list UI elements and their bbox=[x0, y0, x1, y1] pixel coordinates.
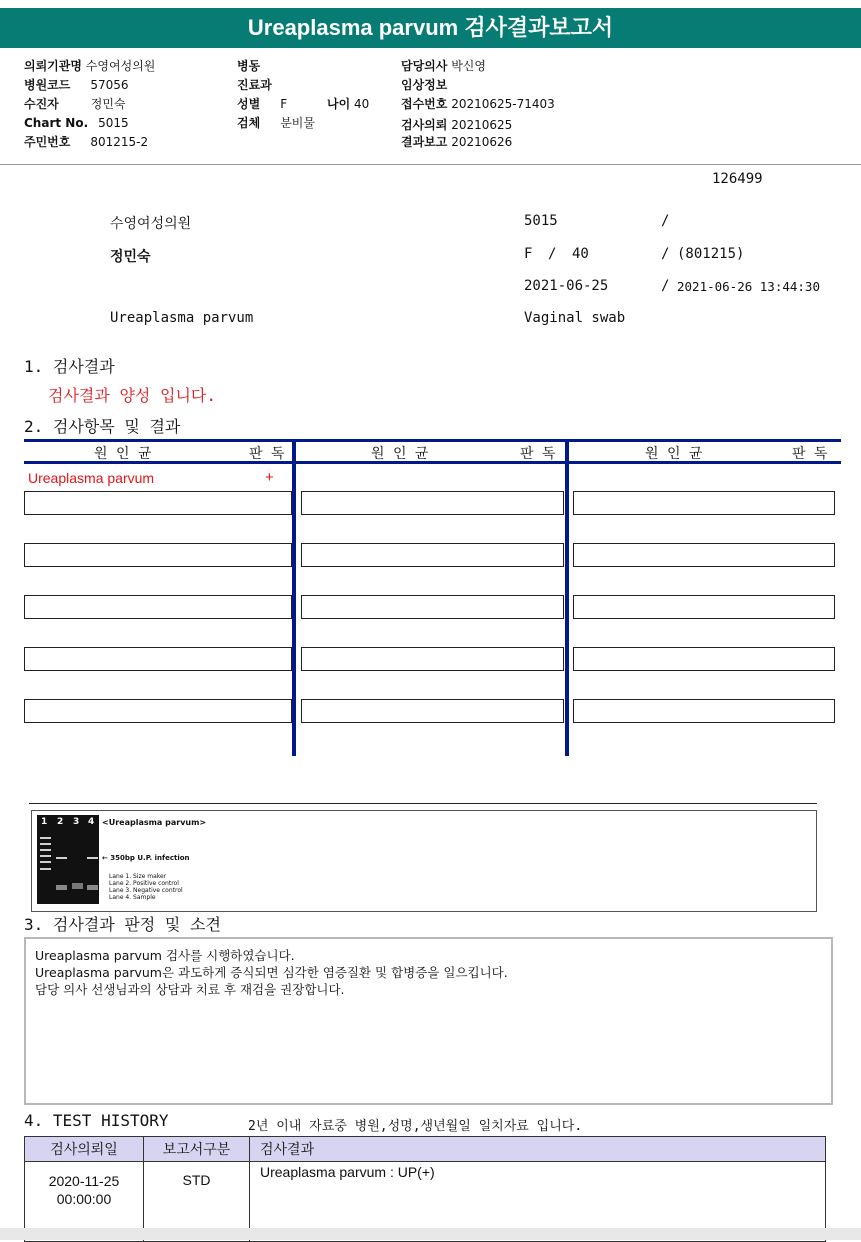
section1-title: 1. 검사결과 bbox=[24, 357, 115, 376]
gel-marker-band bbox=[40, 855, 51, 857]
header-chart-row: Chart No. 5015 bbox=[24, 116, 129, 130]
gel-primer-band bbox=[87, 885, 98, 890]
header-hospital-code-row: 병원코드 57056 bbox=[24, 78, 129, 92]
result-box bbox=[573, 491, 835, 515]
info-clinic: 수영여성의원 bbox=[110, 216, 192, 232]
result-box bbox=[24, 595, 292, 619]
col3-pathogen-header: 원 인 균 bbox=[645, 446, 703, 462]
page-bottom-band bbox=[0, 1228, 861, 1240]
section4-title: 4. TEST HISTORY bbox=[24, 1111, 169, 1130]
info-report-datetime: 2021-06-26 13:44:30 bbox=[677, 279, 820, 294]
gel-legend-2: Lane 2. Positive control bbox=[109, 880, 179, 887]
info-slash-3: / bbox=[661, 278, 670, 294]
header-clinical-info-row: 임상정보 bbox=[401, 78, 448, 92]
header-sex-row: 성별 F bbox=[237, 97, 288, 111]
gel-legend-1: Lane 1. Size maker bbox=[109, 873, 167, 880]
result-box bbox=[573, 595, 835, 619]
history-type: STD bbox=[144, 1162, 250, 1242]
header-receipt-row: 접수번호 20210625-71403 bbox=[401, 97, 555, 111]
gel-primer-band bbox=[72, 883, 83, 889]
col2-judgement-header: 판 독 bbox=[520, 446, 556, 462]
info-test-name: Ureaplasma parvum bbox=[110, 310, 254, 326]
info-specimen: Vaginal swab bbox=[524, 310, 626, 326]
gel-marker-band bbox=[40, 861, 51, 863]
info-slash-1: / bbox=[661, 213, 670, 229]
info-slash-2: / bbox=[661, 246, 670, 262]
result-box bbox=[24, 543, 292, 567]
gel-marker-band bbox=[40, 843, 51, 845]
result-item-name: Ureaplasma parvum bbox=[28, 470, 155, 486]
history-time: 00:00:00 bbox=[56, 1191, 112, 1207]
history-date: 2020-11-25 bbox=[48, 1173, 120, 1189]
gel-image bbox=[37, 815, 99, 904]
result-box bbox=[573, 543, 835, 567]
header-department-row: 진료과 bbox=[237, 78, 272, 92]
info-dob: (801215) bbox=[677, 246, 745, 262]
history-col-date: 검사의뢰일 bbox=[25, 1137, 144, 1162]
section2-title: 2. 검사항목 및 결과 bbox=[24, 417, 181, 436]
header-separator bbox=[0, 164, 861, 165]
section1-result: 검사결과 양성 입니다. bbox=[48, 386, 217, 405]
section3-title: 3. 검사결과 판정 및 소견 bbox=[24, 915, 221, 934]
results-grid-top-rule bbox=[24, 439, 841, 442]
result-box bbox=[301, 543, 564, 567]
header-ward-row: 병동 bbox=[237, 59, 261, 73]
gel-sample-band bbox=[87, 857, 98, 859]
result-box bbox=[24, 491, 292, 515]
gel-legend-4: Lane 4. Sample bbox=[109, 894, 156, 901]
report-title: Ureaplasma parvum 검사결과보고서 bbox=[0, 8, 861, 48]
result-box bbox=[301, 647, 564, 671]
header-patient-row: 수진자 정민숙 bbox=[24, 97, 126, 111]
result-box bbox=[301, 491, 564, 515]
gel-marker-band bbox=[40, 849, 51, 851]
gel-lane-4: 4 bbox=[88, 817, 95, 827]
header-clinic-row: 의뢰기관명 수영여성의원 bbox=[24, 59, 156, 73]
info-age: 40 bbox=[572, 246, 589, 262]
gel-positive-band bbox=[56, 857, 67, 859]
info-slash-sex: / bbox=[548, 246, 557, 262]
history-table bbox=[24, 1136, 826, 1242]
header-request-row: 검사의뢰 20210625 bbox=[401, 118, 513, 132]
gel-top-rule bbox=[29, 803, 817, 804]
section4-note: 2년 이내 자료중 병원,성명,생년월일 일치자료 입니다. bbox=[248, 1119, 583, 1134]
result-box bbox=[573, 699, 835, 723]
info-request-date: 2021-06-25 bbox=[524, 278, 609, 294]
col2-pathogen-header: 원 인 균 bbox=[371, 446, 429, 462]
comment-line-1: Ureaplasma parvum 검사를 시행하였습니다. bbox=[35, 948, 295, 963]
history-header-row bbox=[25, 1137, 826, 1162]
result-box bbox=[301, 699, 564, 723]
history-col-result: 검사결과 bbox=[250, 1137, 826, 1162]
info-chart-no: 5015 bbox=[524, 213, 558, 229]
result-box bbox=[24, 647, 292, 671]
header-age-row: 나이 40 bbox=[327, 97, 370, 111]
col1-judgement-header: 판 독 bbox=[249, 446, 285, 462]
header-resident-row: 주민번호 801215-2 bbox=[24, 135, 149, 149]
comment-line-3: 담당 의사 선생님과의 상담과 치료 후 재검을 권장합니다. bbox=[35, 982, 345, 997]
report-number: 126499 bbox=[712, 171, 763, 187]
gel-band-label: ← 350bp U.P. infection bbox=[102, 854, 190, 862]
gel-lane-2: 2 bbox=[57, 817, 64, 827]
col3-judgement-header: 판 독 bbox=[792, 446, 828, 462]
col1-pathogen-header: 원 인 균 bbox=[94, 446, 152, 462]
results-grid-divider-1 bbox=[292, 439, 296, 756]
info-patient-name: 정민숙 bbox=[110, 249, 151, 265]
gel-primer-band bbox=[56, 885, 67, 890]
gel-marker-band bbox=[40, 868, 51, 870]
gel-marker-band bbox=[40, 837, 51, 839]
result-item-value: + bbox=[265, 469, 274, 486]
info-sex: F bbox=[524, 246, 533, 262]
header-doctor-row: 담당의사 박신영 bbox=[401, 59, 486, 73]
comment-line-2: Ureaplasma parvum은 과도하게 증식되면 심각한 염증질환 및 합병증을 일으킵니다. bbox=[35, 965, 508, 980]
gel-legend-3: Lane 3. Negative control bbox=[109, 887, 183, 894]
result-box bbox=[24, 699, 292, 723]
history-col-type: 보고서구분 bbox=[144, 1137, 250, 1162]
header-specimen-row: 검체 분비물 bbox=[237, 116, 315, 130]
gel-lane-3: 3 bbox=[73, 817, 80, 827]
gel-lane-1: 1 bbox=[41, 817, 48, 827]
result-box bbox=[301, 595, 564, 619]
history-result: Ureaplasma parvum : UP(+) bbox=[250, 1162, 826, 1242]
gel-heading: <Ureaplasma parvum> bbox=[102, 818, 207, 827]
results-grid-divider-2 bbox=[565, 439, 569, 756]
result-box bbox=[573, 647, 835, 671]
header-report-row: 결과보고 20210626 bbox=[401, 135, 513, 149]
